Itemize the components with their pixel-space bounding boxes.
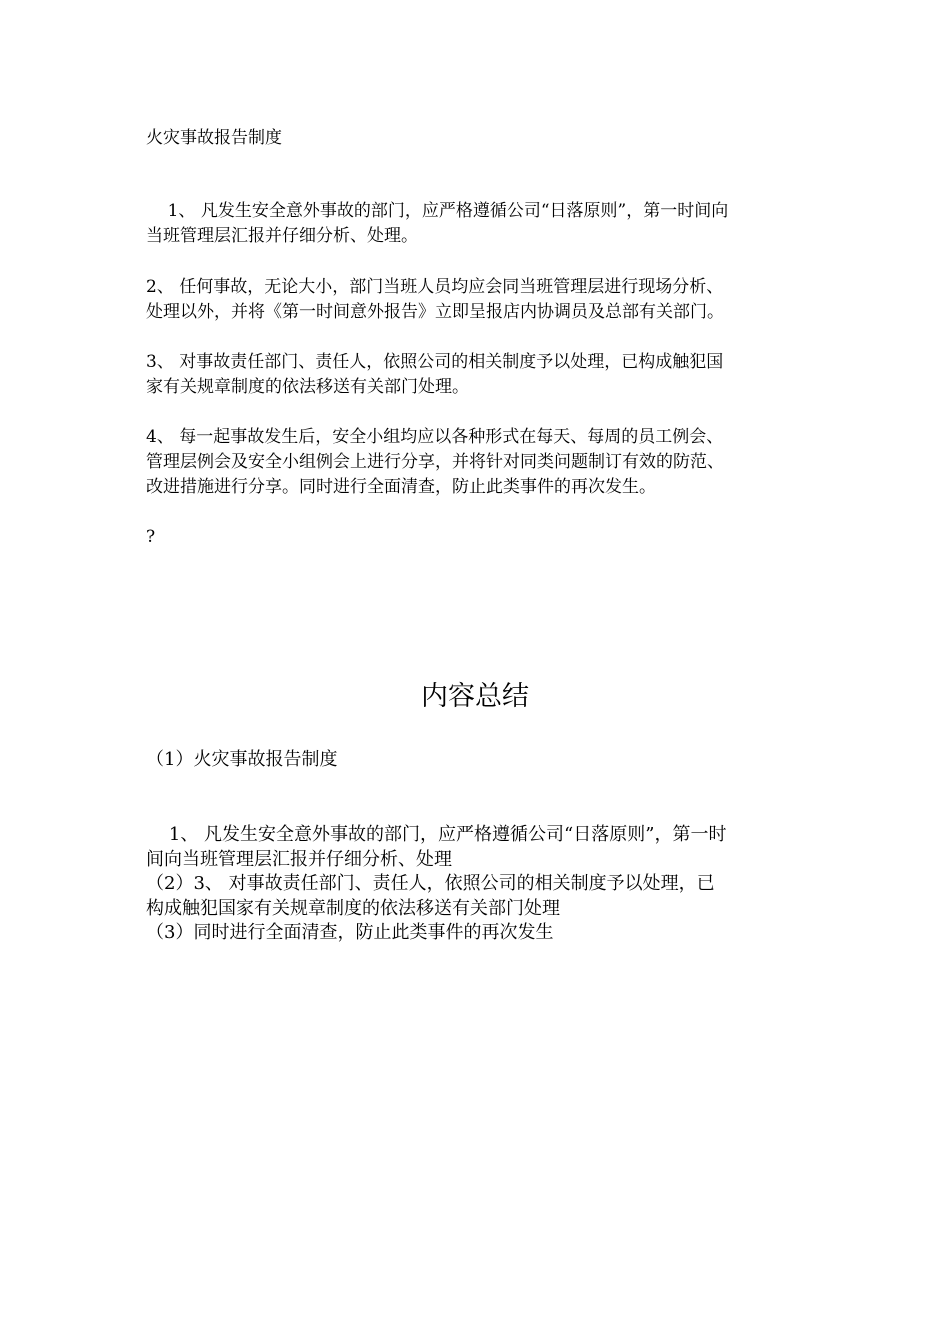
summary-body	[146, 823, 816, 946]
paragraph-line: 4、 每一起事故发生后，安全小组均应以各种形式在每天、每周的员工例会、	[146, 427, 724, 447]
paragraph-1	[146, 199, 806, 249]
summary-item-title: （1）火灾事故报告制度	[146, 749, 338, 770]
summary-line: （3）同时进行全面清查，防止此类事件的再次发生	[146, 922, 554, 943]
paragraph-line: 管理层例会及安全小组例会上进行分享，并将针对同类问题制订有效的防范、	[146, 452, 724, 472]
paragraph-line: 2、 任何事故，无论大小，部门当班人员均应会同当班管理层进行现场分析、	[146, 277, 724, 297]
paragraph-2	[146, 275, 806, 325]
paragraph-line: 处理以外，并将《第一时间意外报告》立即呈报店内协调员及总部有关部门。	[146, 302, 724, 322]
summary-heading: 内容总结	[421, 681, 529, 712]
trailing-question-mark: ?	[146, 527, 156, 547]
summary-line: （2）3、 对事故责任部门、责任人，依照公司的相关制度予以处理，已	[146, 873, 715, 894]
paragraph-line: 家有关规章制度的依法移送有关部门处理。	[146, 377, 469, 397]
paragraph-line: 1、 凡发生安全意外事故的部门，应严格遵循公司“日落原则”，第一时间向	[146, 201, 729, 221]
summary-line: 间向当班管理层汇报并仔细分析、处理	[146, 848, 452, 870]
document-title: 火灾事故报告制度	[146, 128, 282, 148]
paragraph-3	[146, 350, 806, 400]
paragraph-line: 改进措施进行分享。同时进行全面清查，防止此类事件的再次发生。	[146, 477, 656, 497]
paragraph-line: 当班管理层汇报并仔细分析、处理。	[146, 226, 418, 246]
summary-line: 构成触犯国家有关规章制度的依法移送有关部门处理	[146, 897, 560, 919]
paragraph-4	[146, 425, 806, 500]
paragraph-line: 3、 对事故责任部门、责任人，依照公司的相关制度予以处理，已构成触犯国	[146, 352, 724, 372]
summary-line: 1、 凡发生安全意外事故的部门，应严格遵循公司“日落原则”，第一时	[146, 824, 727, 845]
